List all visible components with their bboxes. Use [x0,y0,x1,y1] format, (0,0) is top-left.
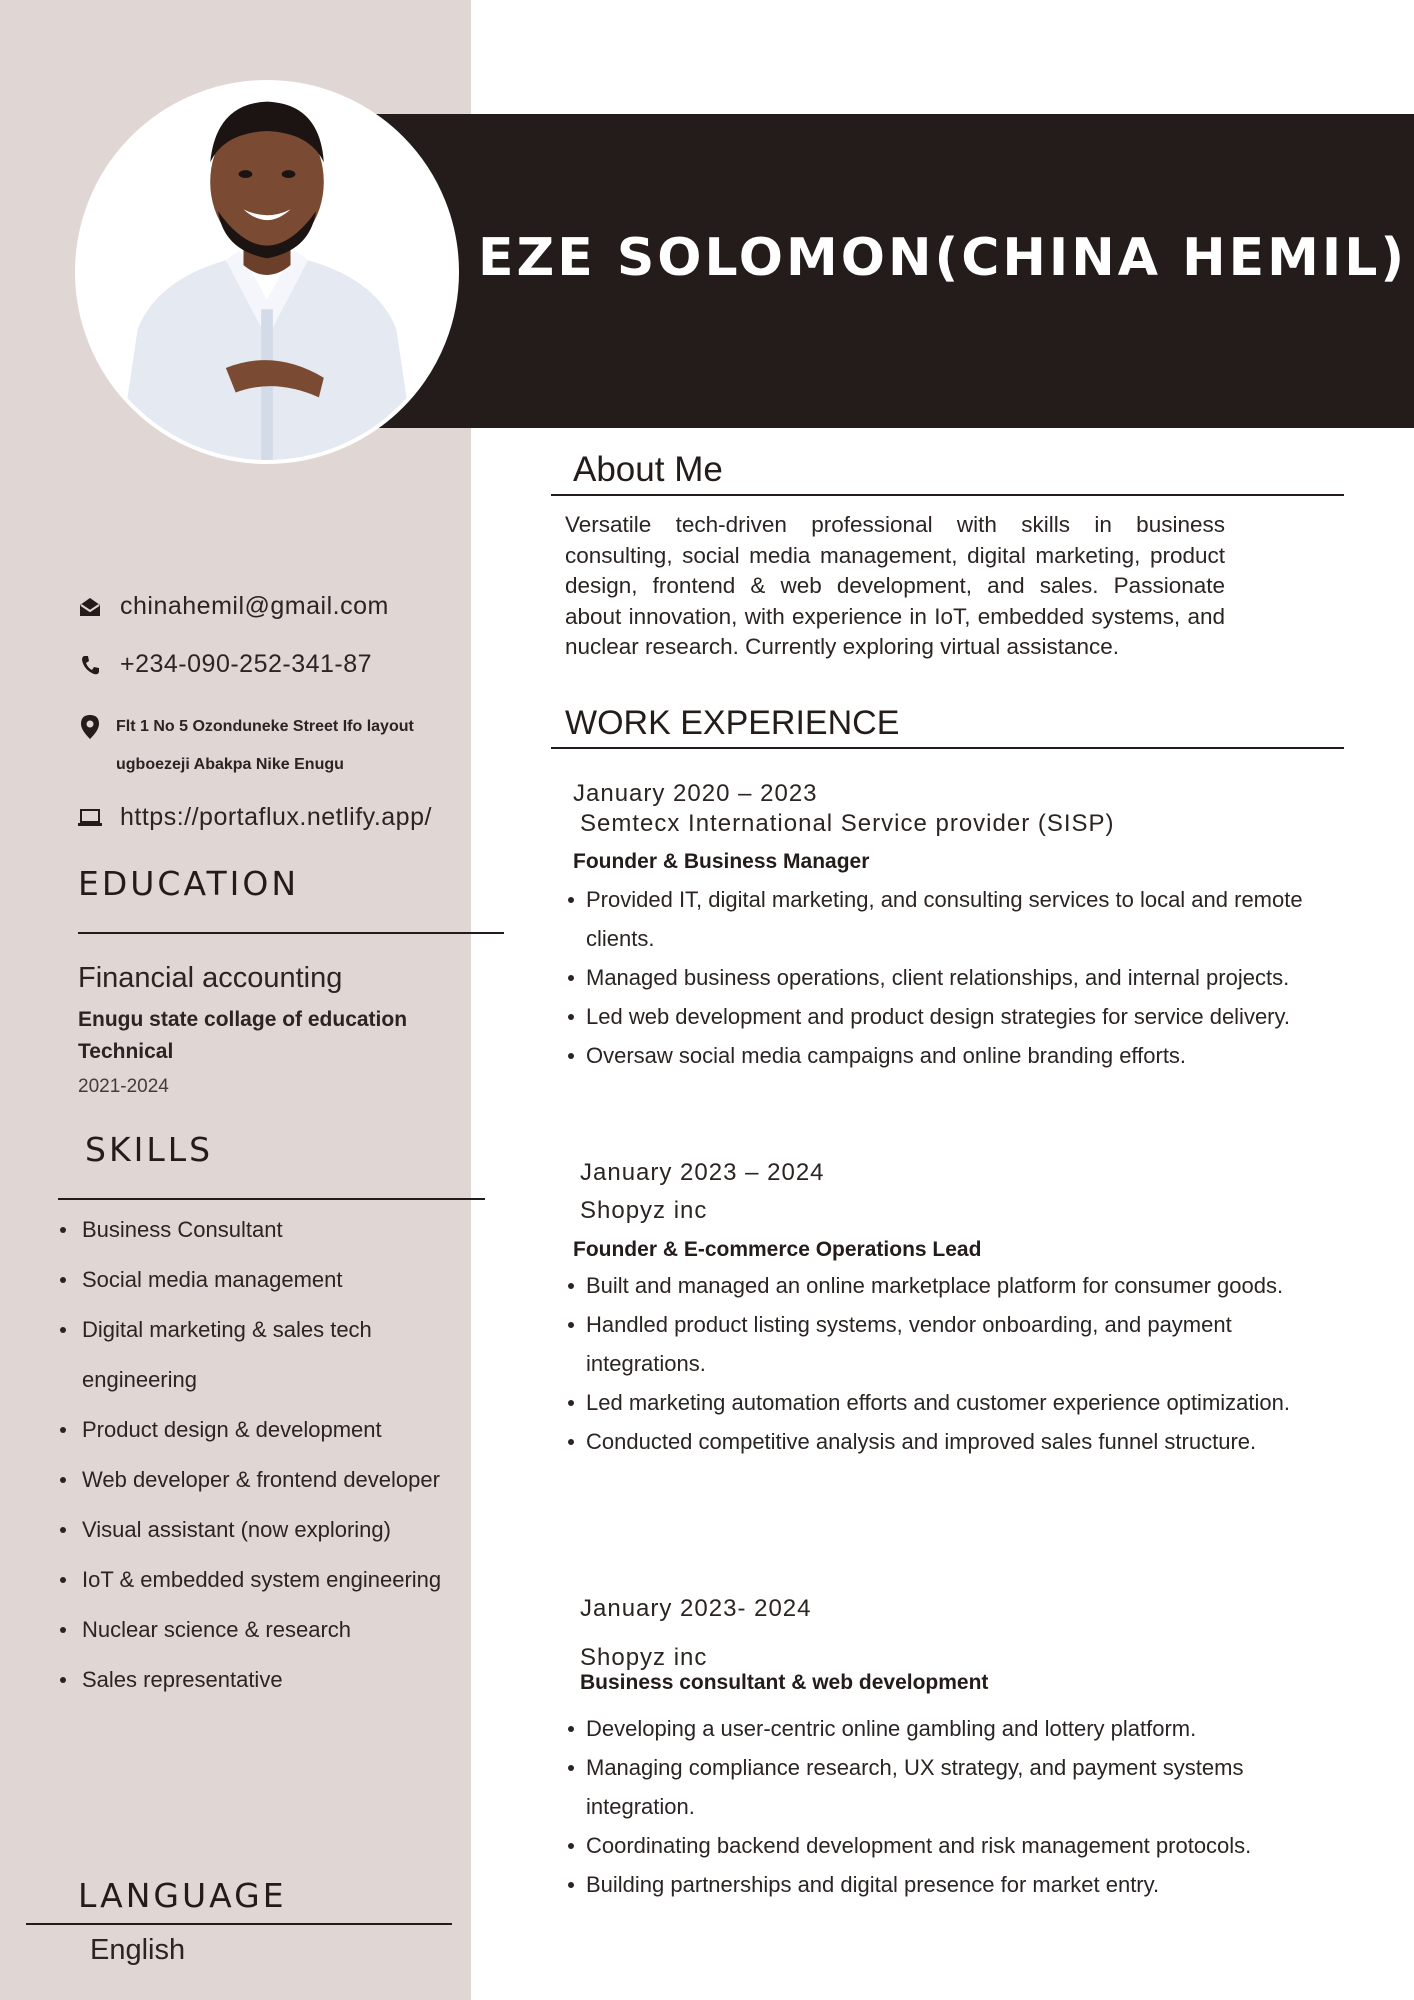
job-bullet: Led marketing automation efforts and customer experience optimization. [566,1383,1346,1422]
job-bullet: Led web development and product design strategies for service delivery. [566,997,1346,1036]
education-years: 2021-2024 [78,1076,169,1097]
job-bullet: Managed business operations, client relationships, and internal projects. [566,958,1346,997]
phone-text: +234-090-252-341-87 [120,650,373,678]
language-heading: LANGUAGE [78,1876,287,1915]
profile-photo-illustration [79,84,455,460]
job-company: Semtecx International Service provider (SISP) [580,810,1115,837]
job-date: January 2023- 2024 [580,1595,812,1622]
profile-photo [75,80,459,464]
job-bullet: Managing compliance research, UX strategy, and payment systems integration. [566,1748,1346,1826]
education-school: Enugu state collage of education Technical [78,1008,408,1063]
contact-phone[interactable] [78,650,372,679]
job-role: Founder & Business Manager [573,850,870,873]
about-heading: About Me [573,450,723,489]
website-link[interactable]: https://portaflux.netlify.app/ [120,803,432,831]
education-field: Financial accounting [78,962,343,994]
job-role: Founder & E-commerce Operations Lead [573,1238,982,1261]
job-bullet: Coordinating backend development and risk management protocols. [566,1826,1346,1865]
job-bullet: Provided IT, digital marketing, and consulting services to local and remote clients. [566,880,1346,958]
skill-item: Nuclear science & research [58,1605,468,1655]
job-date: January 2020 – 2023 [573,780,818,807]
contact-website[interactable] [78,803,432,832]
skills-divider [58,1198,485,1200]
job-bullet: Built and managed an online marketplace platform for consumer goods. [566,1266,1346,1305]
skills-list [58,1205,468,1705]
address-line-2: ugboezeji Abakpa Nike Enugu [116,756,344,773]
location-pin-icon [78,715,102,739]
skill-item: Business Consultant [58,1205,468,1255]
job-bullets [566,1709,1346,1904]
full-name: EZE SOLOMON(CHINA HEMIL) [478,228,1408,288]
contact-email[interactable] [78,592,389,621]
work-divider [551,747,1344,749]
work-heading: WORK EXPERIENCE [565,704,900,742]
skill-item: Visual assistant (now exploring) [58,1505,468,1555]
skill-item: Sales representative [58,1655,468,1705]
job-bullet: Conducted competitive analysis and improved sales funnel structure. [566,1422,1346,1461]
envelope-icon [78,595,102,619]
contact-address [78,708,414,784]
skill-item: Product design & development [58,1405,468,1455]
skill-item: IoT & embedded system engineering [58,1555,468,1605]
language-item: English [90,1934,186,1966]
job-role: Business consultant & web development [580,1671,989,1694]
job-company: Shopyz inc [580,1197,708,1224]
job-bullet: Oversaw social media campaigns and online branding efforts. [566,1036,1346,1075]
job-bullets [566,1266,1346,1461]
phone-icon [78,653,102,677]
skill-item: Social media management [58,1255,468,1305]
language-divider [26,1923,452,1925]
skills-heading: SKILLS [85,1130,214,1169]
address-line-1: Flt 1 No 5 Ozonduneke Street Ifo layout [116,718,414,735]
email-text: chinahemil@gmail.com [120,592,389,620]
laptop-icon [78,806,102,830]
education-heading: EDUCATION [78,864,300,903]
job-bullet: Developing a user-centric online gambling and lottery platform. [566,1709,1346,1748]
job-date: January 2023 – 2024 [580,1159,825,1186]
skill-item: Digital marketing & sales tech engineering [58,1305,468,1405]
job-company: Shopyz inc [580,1644,708,1671]
job-bullet: Building partnerships and digital presence for market entry. [566,1865,1346,1904]
about-text: Versatile tech-driven professional with skills in business consulting, social media management, digital marketing, product design, frontend & web development, and sales. Passionate about innovation, with experience in IoT, embedded systems, and nuclear research. Currently exploring virtual assistance. [565,512,1225,659]
about-divider [551,494,1344,496]
job-bullets [566,880,1346,1075]
education-divider [78,932,504,934]
job-bullet: Handled product listing systems, vendor onboarding, and payment integrations. [566,1305,1346,1383]
skill-item: Web developer & frontend developer [58,1455,468,1505]
